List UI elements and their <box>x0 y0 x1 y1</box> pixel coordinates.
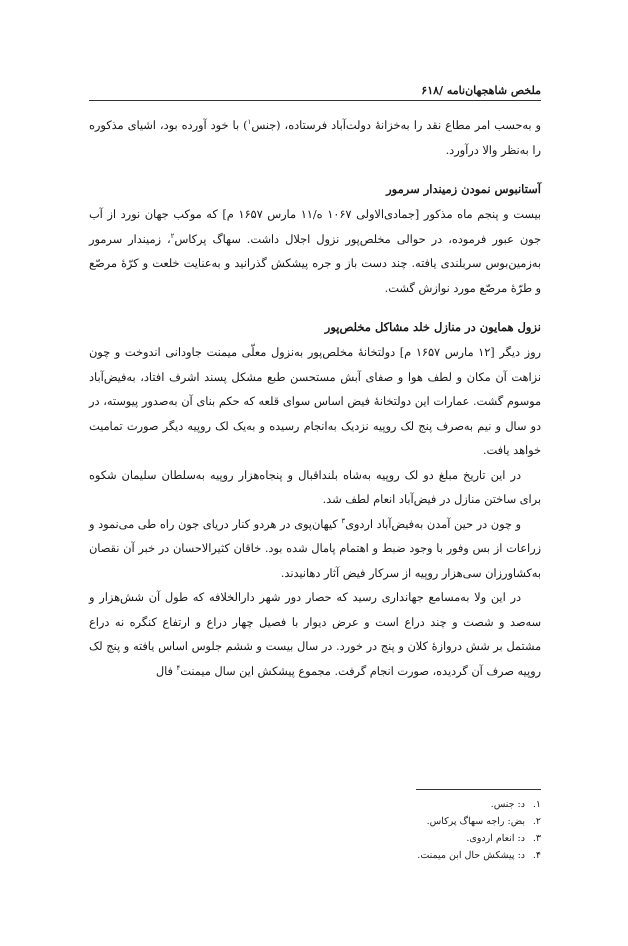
footnote-ref-2: ۲ <box>170 231 175 240</box>
section-heading-1: آستانبوس نمودن زمیندار سرمور <box>386 182 541 196</box>
paragraph-5: و چون در حین آمدن به‌فیض‌آباد اردوی$^۳$ کیهان‌پوی در هردو کنار دریای جون راه طی می‌نمود و زراعات از بس وفور با وجود ضبط و اهتمام پامال شده بود. خاقان کثیرالاحسان در خبر آن نقصان به‌کشاورزان سی‌هزار روپیه از سرکار فیض آثار دهانیدند. <box>89 516 541 580</box>
running-head: ملخص شاهجهان‌نامه /۶۱۸ <box>421 84 541 97</box>
footnote-ref-1: ۱ <box>247 118 252 127</box>
footnote: ۴. د: پیشکش حال ابن میمنت. <box>417 850 541 861</box>
footnote: ۲. بض: راجه سهاگ پرکاس. <box>426 816 541 827</box>
footnotes <box>89 796 541 864</box>
section-heading-2: نزول همایون در منازل خلد مشاکل مخلص‌پور <box>324 320 541 334</box>
paragraph-1: و به‌حسب امر مطاع نقد را به‌خزانهٔ دولت‌آباد فرستاده، (جنس$^۱$) با خود آورده بود، اشیای مذکوره را به‌نظر والا درآورد. <box>89 118 541 157</box>
paragraph-2: بیست و پنجم ماه مذکور [جمادی‌الاولی ۱۰۶۷ ه/۱۱ مارس ۱۶۵۷ م] که موکب جهان نورد از آب جون عبور فرموده، در حوالی مخلص‌پور نزول اجلال داشت. سهاگ پرکاس$^۲$، زمیندار سرمور به‌زمین‌بوس سربلندی یافته. چند دست باز و جره پیشکش گذرانید و به‌عنایت خلعت و کرّهٔ مرصّع و طرّهٔ مرصّع مورد نوازش گشت. <box>89 208 541 295</box>
footnote-rule <box>416 789 541 790</box>
footnote-ref-3: ۳ <box>341 516 346 525</box>
paragraph-6: در این ولا به‌مسامع جهانداری رسید که حصار دور شهر دارالخلافه که طول آن شش‌هزار و سه‌صد و شصت و چند دراع است و عرض دیوار با فصیل چهار دراع و ارتفاع کنگره نه دراع مشتمل بر شش دروازهٔ کلان و پنج در خورد. در سال بیست و ششم جلوس اساس یافته و پنج لک روپیه صرف آن گردیده، صورت انجام گرفت. مجموع پیشکش این سال میمنت$^۴$ فال <box>89 591 541 678</box>
body-text <box>89 114 541 684</box>
footnote: ۳. د: انعام اردوی. <box>466 833 541 844</box>
paragraph-4: در این تاریخ مبلغ دو لک روپیه به‌شاه بلنداقبال و پنجاه‌هزار روپیه به‌سلطان سلیمان شکوه برای ساختن منازل در فیض‌آباد انعام لطف شد. <box>89 468 541 506</box>
footnote-ref-4: ۴ <box>176 663 181 672</box>
paragraph-3: روز دیگر [۱۲ مارس ۱۶۵۷ م] دولتخانهٔ مخلص‌پور به‌نزول معلّی میمنت جاودانی اندوخت و چون نزاهت آن مکان و لطف هوا و صفای آبش مستحسن طبع مشکل پسند اشرف افتاد، به‌فیض‌آباد موسوم گشت. عمارات این دولتخانهٔ فیض اساس سوای قلعه که حکم بنای آن به‌صدور پیوسته، در دو سال و نیم به‌صرف پنج لک روپیه نزدیک به‌انجام رسیده و به‌یک لک روپیه دیگر صورت تمامیت خواهد یافت. <box>89 346 542 457</box>
header-rule <box>89 100 541 101</box>
footnote: ۱. د: جنس. <box>490 799 541 810</box>
